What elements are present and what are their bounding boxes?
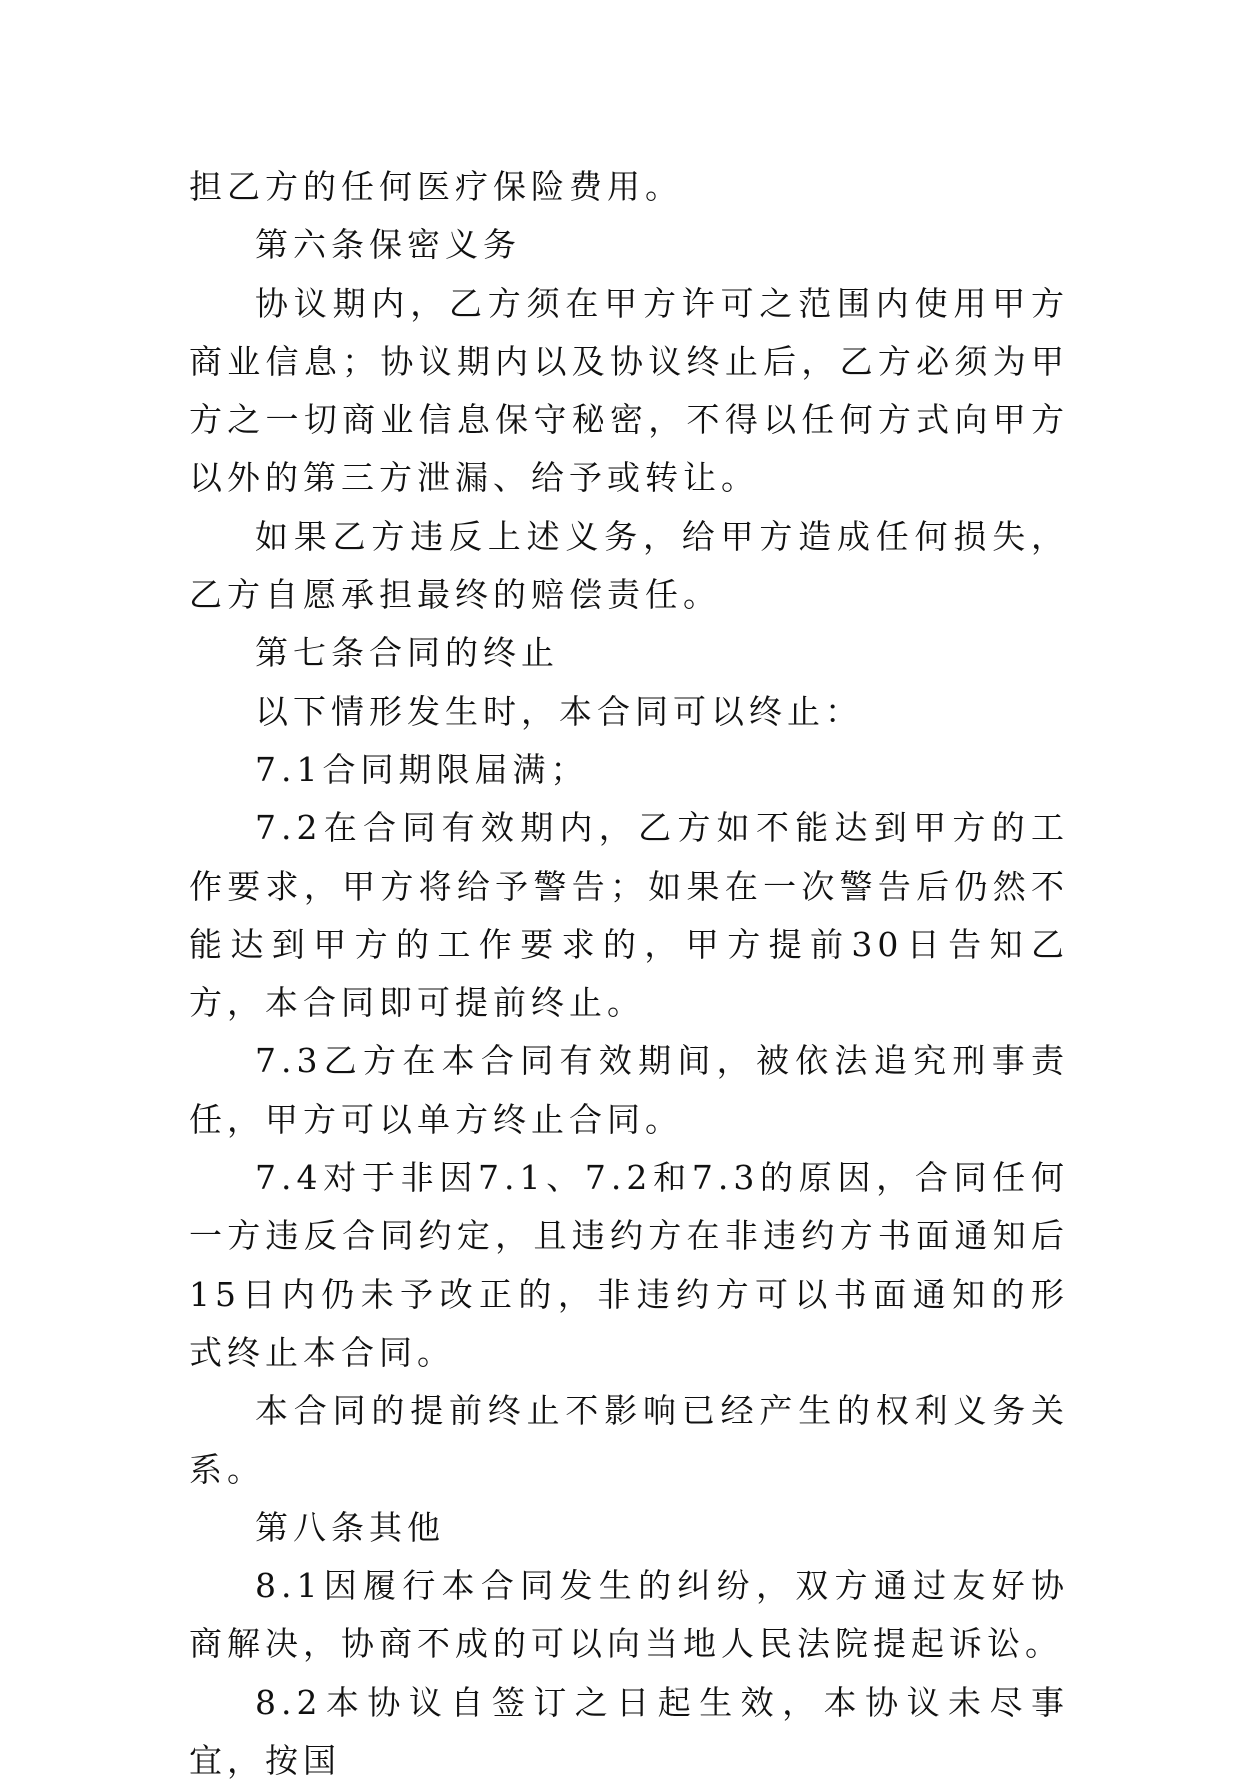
clause-8-1: 8.1因履行本合同发生的纠纷，双方通过友好协商解决，协商不成的可以向当地人民法院提起诉讼。 xyxy=(189,1566,1069,1664)
clause-7-4: 7.4对于非因7.1、7.2和7.3的原因，合同任何一方违反合同约定，且违约方在非违约方书面通知后15日内仍未予改正的，非违约方可以书面通知的形式终止本合同。 xyxy=(189,1158,1069,1372)
clause-7-1: 7.1合同期限届满； xyxy=(255,749,589,789)
article-heading-6: 第六条保密义务 xyxy=(255,225,521,265)
paragraph: 协议期内，乙方须在甲方许可之范围内使用甲方商业信息；协议期内以及协议终止后，乙方必须为甲方之一切商业信息保守秘密，不得以任何方式向甲方以外的第三方泄漏、给予或转让。 xyxy=(189,283,1069,498)
clause-7-3: 7.3乙方在本合同有效期间，被依法追究刑事责任，甲方可以单方终止合同。 xyxy=(189,1041,1069,1139)
clause-7-2: 7.2在合同有效期内，乙方如不能达到甲方的工作要求，甲方将给予警告；如果在一次警告后仍然不能达到甲方的工作要求的，甲方提前30日告知乙方，本合同即可提前终止。 xyxy=(189,808,1069,1023)
paragraph: 本合同的提前终止不影响已经产生的权利义务关系。 xyxy=(189,1391,1069,1489)
document-body xyxy=(189,158,1069,1790)
paragraph-continuation: 担乙方的任何医疗保险费用。 xyxy=(189,167,683,206)
article-heading-7: 第七条合同的终止 xyxy=(255,633,559,673)
paragraph: 以下情形发生时，本合同可以终止： xyxy=(255,691,863,731)
article-heading-8: 第八条其他 xyxy=(255,1507,445,1547)
paragraph: 如果乙方违反上述义务，给甲方造成任何损失，乙方自愿承担最终的赔偿责任。 xyxy=(189,516,1069,615)
clause-8-2: 8.2本协议自签订之日起生效，本协议未尽事宜，按国 xyxy=(189,1682,1069,1781)
